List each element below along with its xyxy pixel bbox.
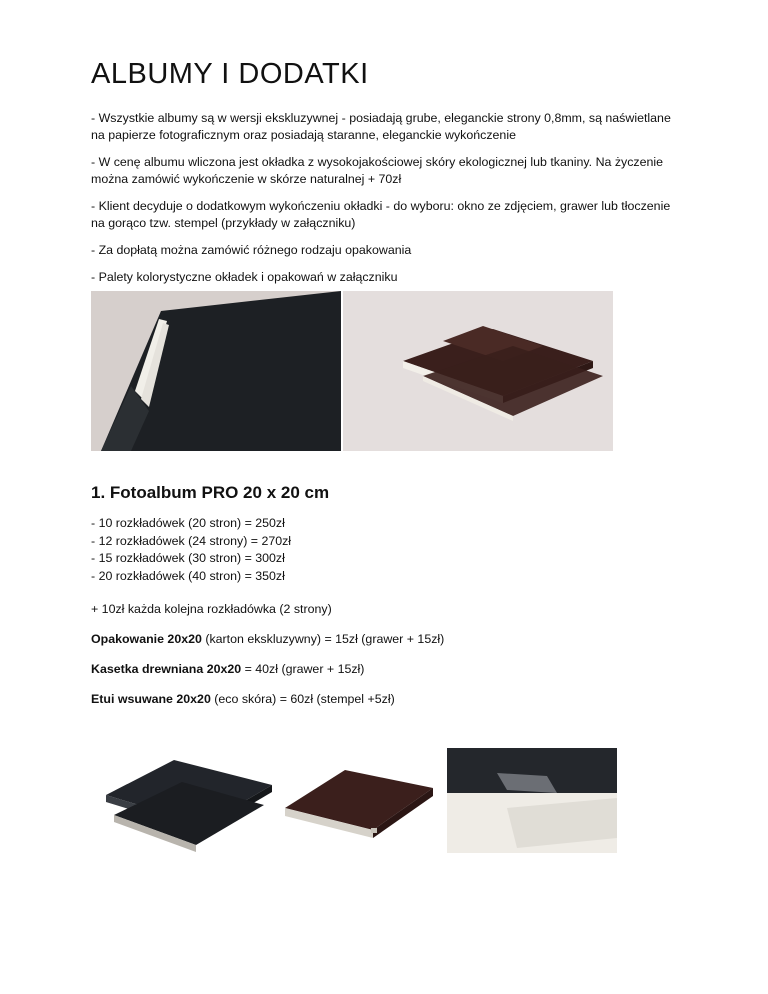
intro-paragraph: - Za dopłatą można zamówić różnego rodzaju opakowania xyxy=(91,243,412,257)
intro-paragraphs xyxy=(91,110,681,296)
intro-paragraph: - W cenę albumu wliczona jest okładka z wysokojakościowej skóry ekologicznej lub tkaniny. Na życzenie można zamówić wykończenie w skórze naturalnej + 70zł xyxy=(91,155,664,186)
option-detail: (karton ekskluzywny) = 15zł (grawer + 15zł) xyxy=(201,632,445,646)
list-item: - 20 rozkładówek (40 stron) = 350zł xyxy=(91,568,285,583)
intro-paragraph: - Palety kolorystyczne okładek i opakowań w załączniku xyxy=(91,270,398,284)
option-detail: (eco skóra) = 60zł (stempel +5zł) xyxy=(210,692,395,706)
section-heading: 1. Fotoalbum PRO 20 x 20 cm xyxy=(91,483,330,502)
intro-paragraph: - Wszystkie albumy są w wersji ekskluzywnej - posiadają grube, eleganckie strony 0,8mm, są naświetlane na papierze fotograficznym oraz posiadają staranne, eleganckie wykończenie xyxy=(91,111,671,142)
option-name: Opakowanie 20x20 xyxy=(91,632,202,646)
option-name: Etui wsuwane 20x20 xyxy=(91,692,211,706)
option-wooden-box xyxy=(91,662,364,676)
list-item: - 12 rozkładówek (24 strony) = 270zł xyxy=(91,533,292,548)
option-box xyxy=(91,632,444,646)
list-item: - 10 rozkładówek (20 stron) = 250zł xyxy=(91,516,285,530)
wooden-box-photo xyxy=(285,770,433,842)
page-title: ALBUMY I DODATKI xyxy=(91,58,369,90)
brown-albums-photo xyxy=(343,291,613,451)
black-album-photo xyxy=(91,291,341,451)
option-detail: = 40zł (grawer + 15zł) xyxy=(241,662,365,676)
intro-paragraph: - Klient decyduje o dodatkowym wykończeniu okładki - do wyboru: okno ze zdjęciem, grawer lub tłoczenie na gorąco tzw. stempel (przykłady w załączniku) xyxy=(91,199,671,230)
list-item: - 15 rozkładówek (30 stron) = 300zł xyxy=(91,551,285,565)
extra-spread-note: + 10zł każda kolejna rozkładówka (2 strony) xyxy=(91,602,332,616)
box-photo xyxy=(104,760,274,860)
option-slipcase xyxy=(91,692,395,706)
slipcase-photo xyxy=(447,748,617,853)
option-name: Kasetka drewniana 20x20 xyxy=(91,662,242,676)
price-list xyxy=(91,515,291,585)
